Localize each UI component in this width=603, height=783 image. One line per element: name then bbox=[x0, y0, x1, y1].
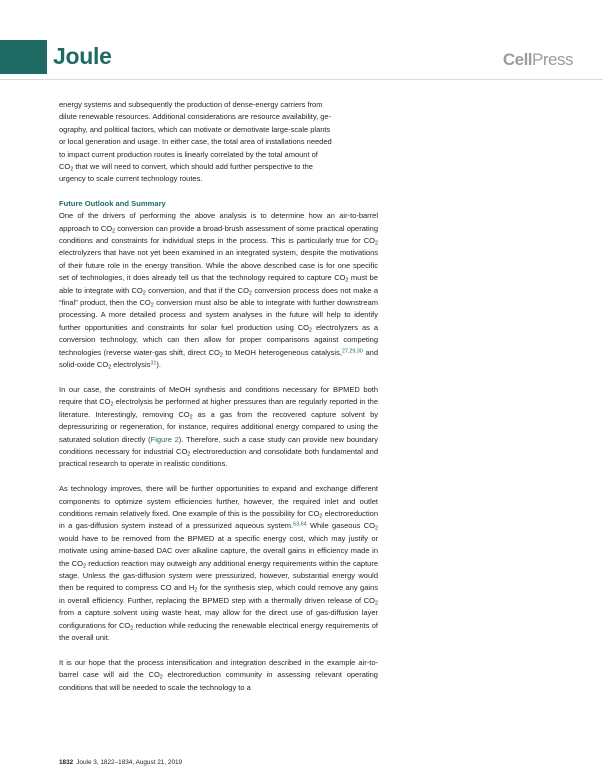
subscript: 2 bbox=[112, 227, 116, 234]
intro-line bbox=[59, 161, 378, 173]
intro-line: energy systems and subsequently the production of dense-energy carriers from bbox=[59, 100, 323, 109]
citation-link[interactable]: 27,29,30 bbox=[341, 348, 363, 355]
subscript: 2 bbox=[70, 166, 74, 173]
journal-title: Joule bbox=[53, 43, 112, 69]
intro-line: or local generation and usage. In either case, the total area of installations needed bbox=[59, 137, 332, 147]
paragraph-outlook-3 bbox=[59, 483, 378, 644]
subscript: 2 bbox=[130, 624, 134, 631]
text: conversion process does not make a “final” product, then the CO bbox=[59, 285, 379, 308]
subscript: 2 bbox=[194, 587, 198, 594]
subscript: 2 bbox=[82, 562, 86, 569]
text: from a capture solvent using waste heat, may allow for the direct use of gas-diffusion layer configurations for CO bbox=[59, 608, 378, 630]
text: to MeOH heterogeneous catalysis, bbox=[222, 347, 342, 357]
text: One of the drivers of performing the above analysis is to determine how an air-to-barrel approach to CO bbox=[59, 211, 378, 233]
intro-line: ography, and political factors, which can motivate or demotivate large-scale plants bbox=[59, 124, 331, 134]
intro-line: dilute renewable resources. Additional considerations are resource availability, ge- bbox=[59, 112, 332, 122]
intro-line: urgency to scale current technology routes. bbox=[59, 174, 203, 184]
journal-color-tab bbox=[0, 40, 47, 74]
subscript: 2 bbox=[108, 364, 112, 371]
publisher-logo-cell: Cell bbox=[502, 50, 533, 69]
text: CO bbox=[59, 162, 71, 172]
subscript: 2 bbox=[110, 401, 114, 408]
publisher-logo-press: Press bbox=[532, 50, 573, 69]
text: conversion can provide a broad-brush assessment of some practical operating conditions and constraints for individual steps in the process. This is particularly true for CO bbox=[59, 223, 378, 246]
paragraph-outlook-4 bbox=[59, 657, 378, 694]
page-footer bbox=[59, 759, 182, 766]
subscript: 2 bbox=[375, 240, 378, 247]
section-heading: Future Outlook and Summary bbox=[59, 199, 166, 209]
text: ). bbox=[156, 360, 161, 370]
text: electroreduction community in assessing relevant operating conditions that will be needed to scale the technology to a bbox=[59, 670, 378, 692]
intro-line: to impact current production routes is linearly correlated by the total amount of bbox=[59, 149, 318, 159]
subscript: 2 bbox=[187, 451, 191, 458]
text: In our case, the constraints of MeOH synthesis and conditions necessary for BPMED both require that CO bbox=[59, 384, 378, 407]
citation-link[interactable]: 31 bbox=[150, 360, 157, 367]
text: would have to be removed from the BPMED at a specific energy cost, which may justify or motivate using amine-based DAC over alkaline capture, the overall gains in efficiency made in the CO bbox=[59, 533, 378, 568]
text: for the synthesis step, which could remove any gains in overall efficiency. Further, replacing the BPMED step with a thermally driven release of CO bbox=[59, 583, 378, 605]
subscript: 2 bbox=[374, 525, 378, 532]
text: electrolyzers that have not yet been examined in an integrated system, despite the motivations of their future role in the energy transition. While the above described case is for one specific set of technologies, it does already tell us that the technology required to capture CO bbox=[59, 248, 378, 283]
text: that we will need to convert, which should add further perspective to the bbox=[73, 162, 313, 172]
footer-citation: Joule 3, 1822–1834, August 21, 2019 bbox=[76, 759, 183, 766]
text: electroreduction in a gas-diffusion system instead of a pressurized aqueous system. bbox=[59, 508, 379, 531]
subscript: 2 bbox=[248, 290, 252, 297]
header-divider bbox=[0, 79, 603, 80]
text: electrolysis be performed at higher pressures than are regularly reported in the literature. Interestingly, removing CO bbox=[59, 397, 378, 419]
text: reduction while reducing the renewable electrical energy requirements of the overall unit. bbox=[59, 620, 378, 643]
subscript: 2 bbox=[219, 352, 223, 359]
subscript: 2 bbox=[375, 600, 378, 607]
text: ). Therefore, such a case study can provide new boundary conditions necessary for industrial CO bbox=[59, 434, 378, 456]
text: must be able to integrate with CO bbox=[59, 273, 378, 295]
subscript: 2 bbox=[345, 277, 349, 284]
text: as a gas from the recovered capture solvent by depressurizing or regeneration, for instance, requires additional energy compared to using the saturated solution directly ( bbox=[59, 409, 378, 444]
publisher-logo bbox=[503, 50, 573, 70]
figure-link[interactable]: Figure 2 bbox=[150, 434, 179, 444]
subscript: 2 bbox=[150, 302, 154, 309]
citation-link[interactable]: 63,64 bbox=[293, 521, 307, 528]
text: It is our hope that the process intensification and integration described in the example air-to-barrel case will aid the CO bbox=[59, 657, 378, 680]
subscript: 2 bbox=[159, 674, 163, 681]
text: electrolysis bbox=[111, 360, 151, 370]
text: electrolyzers as a conversion technology, which can then allow for proper comparisons against competing technologies (reverse water-gas shift, direct CO bbox=[59, 322, 378, 357]
text: conversion, and that if the CO bbox=[145, 285, 249, 295]
paragraph-outlook-1 bbox=[59, 210, 378, 371]
paragraph-outlook-2 bbox=[59, 384, 378, 471]
text: While gaseous CO bbox=[306, 521, 375, 531]
text: As technology improves, there will be further opportunities to expand and exchange different components to optimize system efficiencies further, however, the required inlet and outlet conditions remain relatively fixed. One example of this is the possibility for CO bbox=[59, 484, 378, 518]
subscript: 2 bbox=[189, 414, 193, 421]
text: electroreduction and consolidate both fundamental and practical research to operate in realistic conditions. bbox=[59, 446, 378, 469]
page-number: 1832 bbox=[59, 759, 74, 766]
subscript: 2 bbox=[309, 327, 313, 334]
article-body bbox=[59, 99, 378, 694]
subscript: 2 bbox=[319, 513, 323, 520]
subscript: 2 bbox=[142, 290, 146, 297]
text: and solid-oxide CO bbox=[59, 347, 378, 370]
text: conversion must also be able to integrate with further downstream processing. A more detailed process and system analyses in the future will help to identify further opportunities and constraints for solar fuel production using CO bbox=[59, 298, 378, 332]
text: reduction reaction may outweigh any additional energy requirements within the capture stage. Unless the gas-diffusion system were pressurized, however, substantial energy would then be required to compress CO and H bbox=[59, 558, 378, 593]
